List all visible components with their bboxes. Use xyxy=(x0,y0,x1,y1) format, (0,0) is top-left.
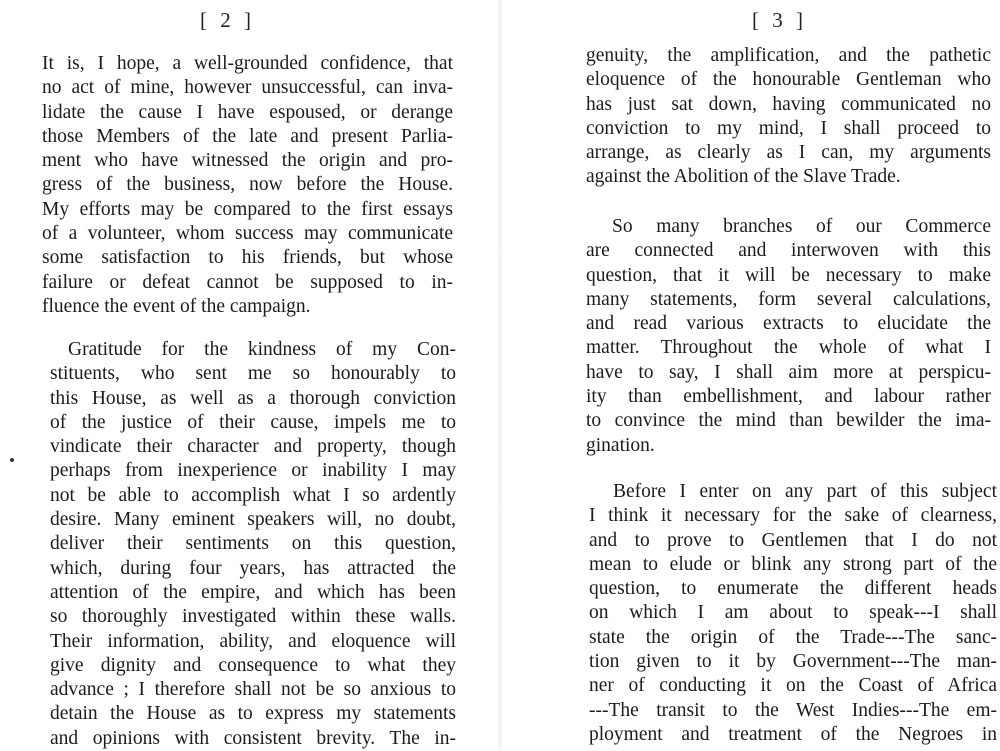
text-line: perhaps from inexperience or inability I may xyxy=(50,460,456,482)
text-line: not be able to accomplish what I so ardently xyxy=(50,484,456,506)
text-line: some satisfaction to his friends, but whose xyxy=(42,247,453,269)
text-line: deliver their sentiments on this question, xyxy=(50,533,456,555)
paragraph-left-1 xyxy=(42,52,453,319)
text-line: state the origin of the Trade---The sanc- xyxy=(589,626,997,648)
ink-speck xyxy=(10,458,14,462)
text-line: ment who have witnessed the origin and pro- xyxy=(42,150,453,172)
text-line: against the Abolition of the Slave Trade. xyxy=(586,166,901,188)
text-line: are connected and interwoven with this xyxy=(586,240,991,262)
text-line: genuity, the amplification, and the pathetic xyxy=(586,45,991,66)
text-line: and opinions with consistent brevity. The in- xyxy=(50,727,456,749)
text-line: desire. Many eminent speakers will, no doubt, xyxy=(50,509,456,531)
paragraph-right-3 xyxy=(589,480,997,747)
text-line: which, during four years, has attracted the xyxy=(50,557,456,579)
text-line: ner of conducting it on the Coast of Africa xyxy=(589,675,997,697)
text-line: advance ; I therefore shall not be so anxious to xyxy=(50,679,456,701)
text-line: of the justice of their cause, impels me to xyxy=(50,411,456,433)
text-line: Gratitude for the kindness of my Con- xyxy=(68,339,456,360)
text-line: on which I am about to speak---I shall xyxy=(589,602,997,624)
paragraph-left-2 xyxy=(50,338,456,751)
text-line: I think it necessary for the sake of clearness, xyxy=(589,505,997,527)
text-line: this House, as well as a thorough conviction xyxy=(50,387,456,409)
text-line: gress of the business, now before the House. xyxy=(42,174,453,196)
text-line: gination. xyxy=(586,434,655,456)
right-page xyxy=(500,0,1000,750)
text-line: give dignity and consequence to what they xyxy=(50,654,456,676)
text-line: lidate the cause I have espoused, or derange xyxy=(42,101,453,123)
text-line: vindicate their character and property, though xyxy=(50,436,456,458)
text-line: so thoroughly investigated within these walls. xyxy=(50,606,456,628)
text-line: eloquence of the honourable Gentleman who xyxy=(586,69,991,91)
page-number-left: [ 2 ] xyxy=(200,8,255,32)
text-line: to convince the mind than bewilder the ima- xyxy=(586,410,991,432)
text-line: of a volunteer, whom success may communicate xyxy=(42,223,453,245)
text-line: detain the House as to express my statements xyxy=(50,703,456,725)
paragraph-right-2 xyxy=(586,215,991,458)
text-line: and to prove to Gentlemen that I do not xyxy=(589,529,997,551)
text-line: fluence the event of the campaign. xyxy=(42,295,311,317)
text-line: It is, I hope, a well-grounded confidence, that xyxy=(42,53,453,74)
text-line: mean to elude or blink any strong part of the xyxy=(589,553,997,575)
text-line: those Members of the late and present Parlia- xyxy=(42,125,453,147)
text-line: ployment and treatment of the Negroes in xyxy=(589,723,997,745)
text-line: So many branches of our Commerce xyxy=(612,216,991,237)
text-line: Their information, ability, and eloquence will xyxy=(50,630,456,652)
text-line: have to say, I shall aim more at perspicu- xyxy=(586,361,991,383)
text-line: stituents, who sent me so honourably to xyxy=(50,363,456,385)
text-line: no act of mine, however unsuccessful, can inva- xyxy=(42,77,453,99)
text-line: conviction to my mind, I shall proceed to xyxy=(586,117,991,139)
text-line: tion given to it by Government---The man- xyxy=(589,651,997,673)
text-line: has just sat down, having communicated no xyxy=(586,93,991,115)
text-line: Before I enter on any part of this subject xyxy=(613,481,997,502)
text-line: arrange, as clearly as I can, my arguments xyxy=(586,142,991,164)
text-line: matter. Throughout the whole of what I xyxy=(586,337,991,359)
left-page xyxy=(0,0,500,750)
page-number-right: [ 3 ] xyxy=(752,8,807,32)
text-line: question, that it will be necessary to make xyxy=(586,264,991,286)
text-line: My efforts may be compared to the first essays xyxy=(42,198,453,220)
text-line: many statements, form several calculations, xyxy=(586,288,991,310)
text-line: question, to enumerate the different heads xyxy=(589,578,997,600)
text-line: attention of the empire, and which has been xyxy=(50,581,456,603)
text-line: failure or defeat cannot be supposed to in- xyxy=(42,271,453,293)
text-line: and read various extracts to elucidate the xyxy=(586,313,991,335)
paragraph-right-1 xyxy=(586,44,991,190)
text-line: ity than embellishment, and labour rather xyxy=(586,386,991,408)
text-line: ---The transit to the West Indies---The em- xyxy=(589,699,997,721)
